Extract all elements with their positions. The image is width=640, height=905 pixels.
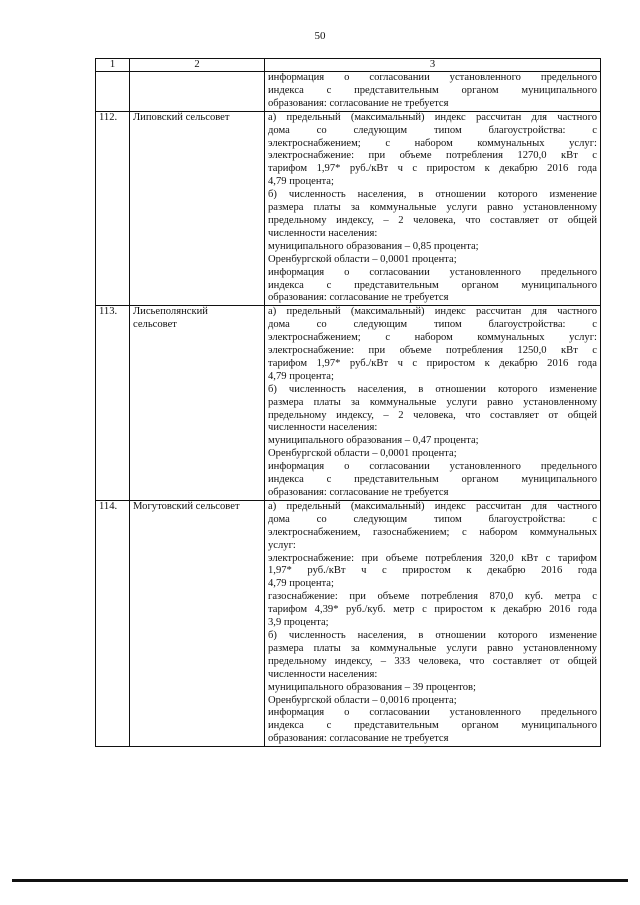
text-line: тарифом 1,97* руб./кВт ч с приростом к декабрю 2016 года (268, 163, 597, 175)
row-number-cell: 112. (96, 111, 130, 306)
text-line: образования: согласование не требуется (268, 487, 449, 498)
text-line: численности населения: (268, 668, 378, 680)
settlement-name-line: Могутовский сельсовет (133, 500, 240, 512)
text-line: а) предельный (максимальный) индекс рассчитан для частного (268, 111, 597, 123)
text-line: электроснабжением; с набором коммунальных услуг: (268, 137, 597, 149)
text-line: размера платы за коммунальные услуги равно установленному (268, 396, 597, 408)
text-line: размера платы за коммунальные услуги равно установленному (268, 202, 597, 214)
description-cell (265, 500, 601, 746)
text-line: а) предельный (максимальный) индекс рассчитан для частного (268, 306, 597, 318)
text-line: 1,97* руб./кВт ч с приростом к декабрю 2016 года (268, 565, 597, 577)
continuation-row (96, 72, 601, 112)
text-line: информация о согласовании установленного предельного (268, 707, 597, 719)
text-line: газоснабжение: при объеме потребления 870,0 куб. метра с (268, 591, 597, 603)
text-line: электроснабжением; с набором коммунальных услуг: (268, 332, 597, 344)
text-line: предельному индексу, – 2 человека, что составляет от общей (268, 214, 597, 226)
text-line: Оренбургской области – 0,0001 процента; (268, 253, 457, 265)
text-line: индекса с представительным органом муниципального (268, 720, 597, 732)
text-line: Оренбургской области – 0,0016 процента; (268, 694, 457, 706)
description-cell (265, 111, 601, 306)
settlement-cell (130, 500, 265, 746)
row-number-cell (96, 72, 130, 112)
text-line: муниципального образования – 0,47 процента; (268, 435, 479, 447)
settlement-name-line: Липовский сельсовет (133, 111, 230, 123)
text-line: а) предельный (максимальный) индекс рассчитан для частного (268, 500, 597, 512)
text-line: дома со следующим типом благоустройства: с (268, 513, 597, 525)
text-line: тарифом 4,39* руб./куб. метр с приростом к декабрю 2016 года (268, 604, 597, 616)
settlement-name-line: Лисьеполянский (133, 306, 208, 318)
text-line: 4,79 процента; (268, 578, 334, 590)
header-col-1: 1 (96, 59, 130, 72)
row-number-cell: 113. (96, 306, 130, 501)
description-cell (265, 72, 601, 112)
text-line: информация о согласовании установленного предельного (268, 461, 597, 473)
text-line: численности населения: (268, 422, 378, 434)
settlement-cell (130, 306, 265, 501)
text-line: электроснабжение: при объеме потребления 320,0 кВт с тарифом (268, 552, 597, 564)
table-row (96, 111, 601, 306)
table-row (96, 500, 601, 746)
page-number: 50 (314, 30, 326, 42)
settlement-cell (130, 111, 265, 306)
text-line: б) численность населения, в отношении которого изменение (268, 629, 597, 641)
text-line: образования: согласование не требуется (268, 97, 449, 109)
text-line: б) численность населения, в отношении которого изменение (268, 383, 597, 395)
text-line: электроснабжением, газоснабжением; с набором коммунальных (268, 526, 597, 538)
text-line: информация о согласовании установленного предельного (268, 266, 597, 278)
text-line: Оренбургской области – 0,0001 процента; (268, 448, 457, 460)
text-line: услуг: (268, 539, 296, 551)
text-line: б) численность населения, в отношении которого изменение (268, 189, 597, 201)
text-line: предельному индексу, – 2 человека, что составляет от общей (268, 409, 597, 421)
document-table (95, 58, 601, 747)
settlement-name-line: сельсовет (133, 319, 177, 331)
settlement-cell (130, 72, 265, 112)
text-line: размера платы за коммунальные услуги равно установленному (268, 642, 597, 654)
description-cell (265, 306, 601, 501)
header-col-3: 3 (265, 59, 601, 72)
text-line: 4,79 процента; (268, 370, 334, 382)
text-line: муниципального образования – 0,85 процента; (268, 240, 479, 252)
table-row (96, 306, 601, 501)
text-line: предельному индексу, – 333 человека, что составляет от общей (268, 655, 597, 667)
text-line: дома со следующим типом благоустройства: с (268, 319, 597, 331)
text-line: электроснабжение: при объеме потребления 1270,0 кВт с (268, 150, 597, 162)
text-line: индекса с представительным органом муниципального (268, 279, 597, 291)
text-line: 3,9 процента; (268, 617, 329, 629)
bottom-rule (12, 879, 628, 882)
text-line: численности населения: (268, 227, 378, 239)
text-line: тарифом 1,97* руб./кВт ч с приростом к декабрю 2016 года (268, 357, 597, 369)
row-number-cell: 114. (96, 500, 130, 746)
text-line: электроснабжение: при объеме потребления 1250,0 кВт с (268, 345, 597, 357)
text-line: дома со следующим типом благоустройства: с (268, 124, 597, 136)
text-line: образования: согласование не требуется (268, 733, 449, 745)
text-line: 4,79 процента; (268, 176, 334, 188)
header-col-2: 2 (130, 59, 265, 72)
text-line: информация о согласовании установленного предельного (268, 72, 597, 83)
table-header-row (96, 59, 601, 72)
text-line: индекса с представительным органом муниципального (268, 84, 597, 96)
text-line: образования: согласование не требуется (268, 292, 449, 304)
text-line: муниципального образования – 39 процентов; (268, 681, 477, 693)
text-line: индекса с представительным органом муниципального (268, 474, 597, 486)
